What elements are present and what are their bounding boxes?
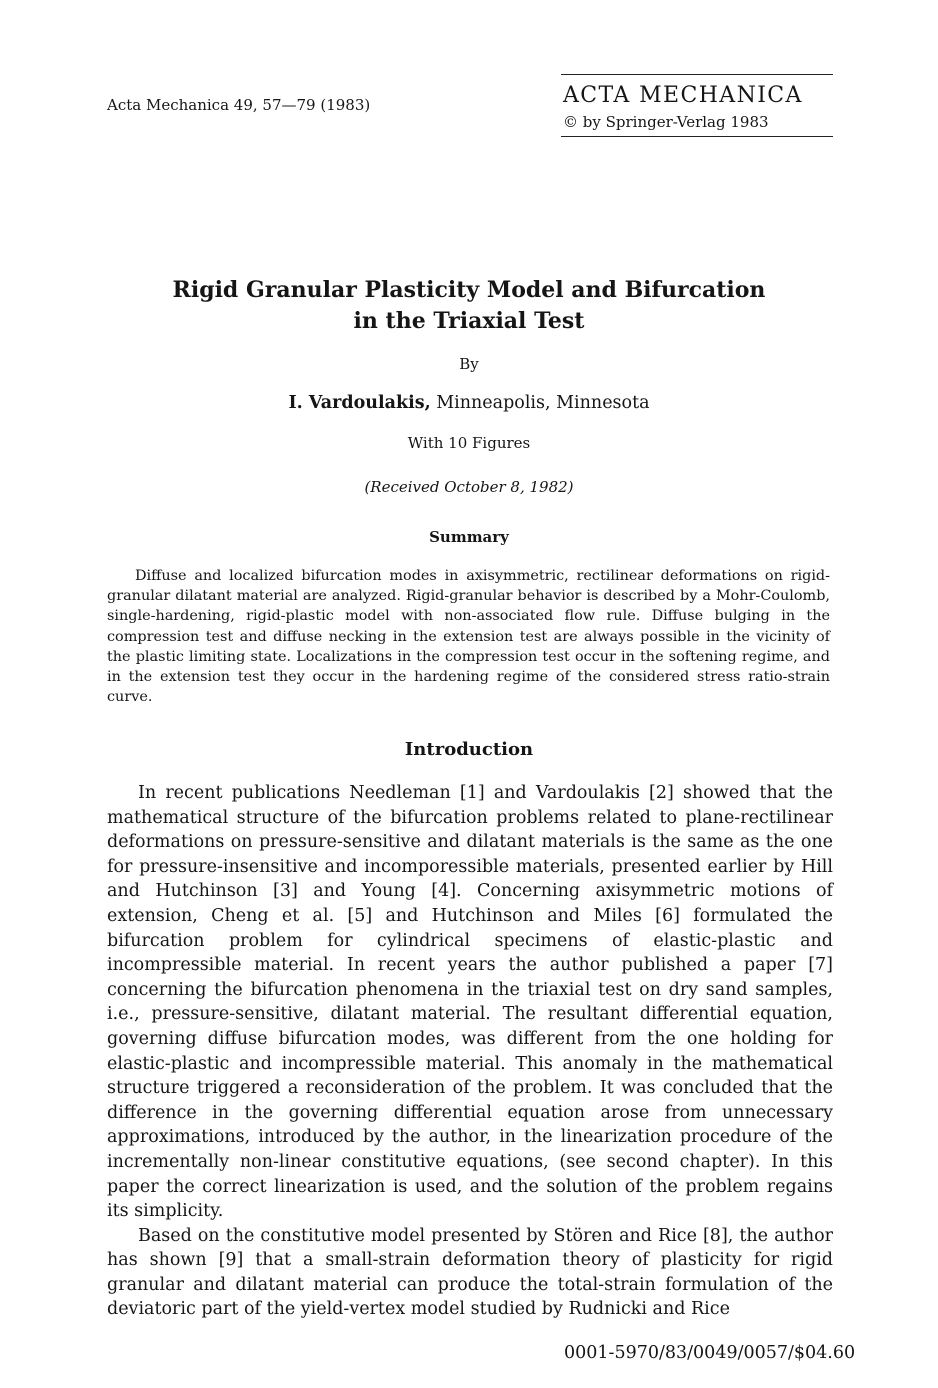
introduction-body [107, 781, 833, 1322]
issn-code: 0001-5970/83/0049/0057/$04.60 [564, 1343, 856, 1363]
author-name: I. Vardoulakis, [288, 393, 431, 413]
introduction-paragraph-2: Based on the constitutive model presented by Stören and Rice [8], the author has shown [9] that a small-strain deformation theory of plasticity for rigid granular and dilatant material can produce the total-strain formulation of the deviatoric part of the yield-vertex model studied by Rudnicki and Rice [107, 1225, 833, 1320]
summary-heading: Summary [429, 528, 509, 546]
author-location: Minneapolis, Minnesota [430, 393, 650, 413]
title-line-1: Rigid Granular Plasticity Model and Bifurcation [172, 277, 766, 303]
introduction-heading: Introduction [404, 739, 534, 760]
title-line-2: in the Triaxial Test [353, 308, 585, 334]
introduction-paragraph-1: In recent publications Needleman [1] and Vardoulakis [2] showed that the mathematical structure of the bifurcation problems related to plane-rectilinear deformations on pressure-sensitive and dilatant materials is the same as the one for pressure-insensitive and incomporessible materials, presented earlier by Hill and Hutchinson [3] and Young [4]. Concerning axisymmetric motions of extension, Cheng et al. [5] and Hutchinson and Miles [6] formulated the bifurcation problem for cylindrical specimens of elastic-plastic and incompressible material. In recent years the author published a paper [7] concerning the bifurcation phenomena in the triaxial test on dry sand samples, i.e., pressure-sensitive, dilatant material. The resultant differential equation, governing diffuse bifurcation modes, was different from the one holding for elastic-plastic and incompressible material. This anomaly in the mathematical structure triggered a reconsideration of the problem. It was concluded that the difference in the governing differential equation arose from unnecessary approximations, introduced by the author, in the linearization procedure of the incrementally non-linear constitutive equations, (see second chapter). In this paper the correct linearization is used, and the solution of the problem regains its simplicity. [107, 783, 833, 1222]
journal-masthead [561, 74, 833, 137]
received-date: (Received October 8, 1982) [364, 478, 574, 496]
journal-citation: Acta Mechanica 49, 57—79 (1983) [107, 96, 371, 114]
paper-title [0, 275, 938, 337]
author-line [0, 393, 938, 413]
figure-count: With 10 Figures [407, 434, 531, 452]
by-label: By [459, 355, 479, 373]
copyright-notice: © by Springer-Verlag 1983 [563, 113, 769, 131]
journal-name: ACTA MECHANICA [563, 83, 803, 108]
summary-text: Diffuse and localized bifurcation modes in axisymmetric, rectilinear deformations on rigid-granular dilatant material are analyzed. Rigid-granular behavior is described by a Mohr-Coulomb, single-hardening, rigid-plastic model with non-associated flow rule. Diffuse bulging in the compression test and diffuse necking in the extension test are always possible in the vicinity of the plastic limiting state. Localizations in the compression test occur in the softening regime, and in the extension test they occur in the hardening regime of the considered stress ratio-strain curve. [107, 568, 830, 706]
